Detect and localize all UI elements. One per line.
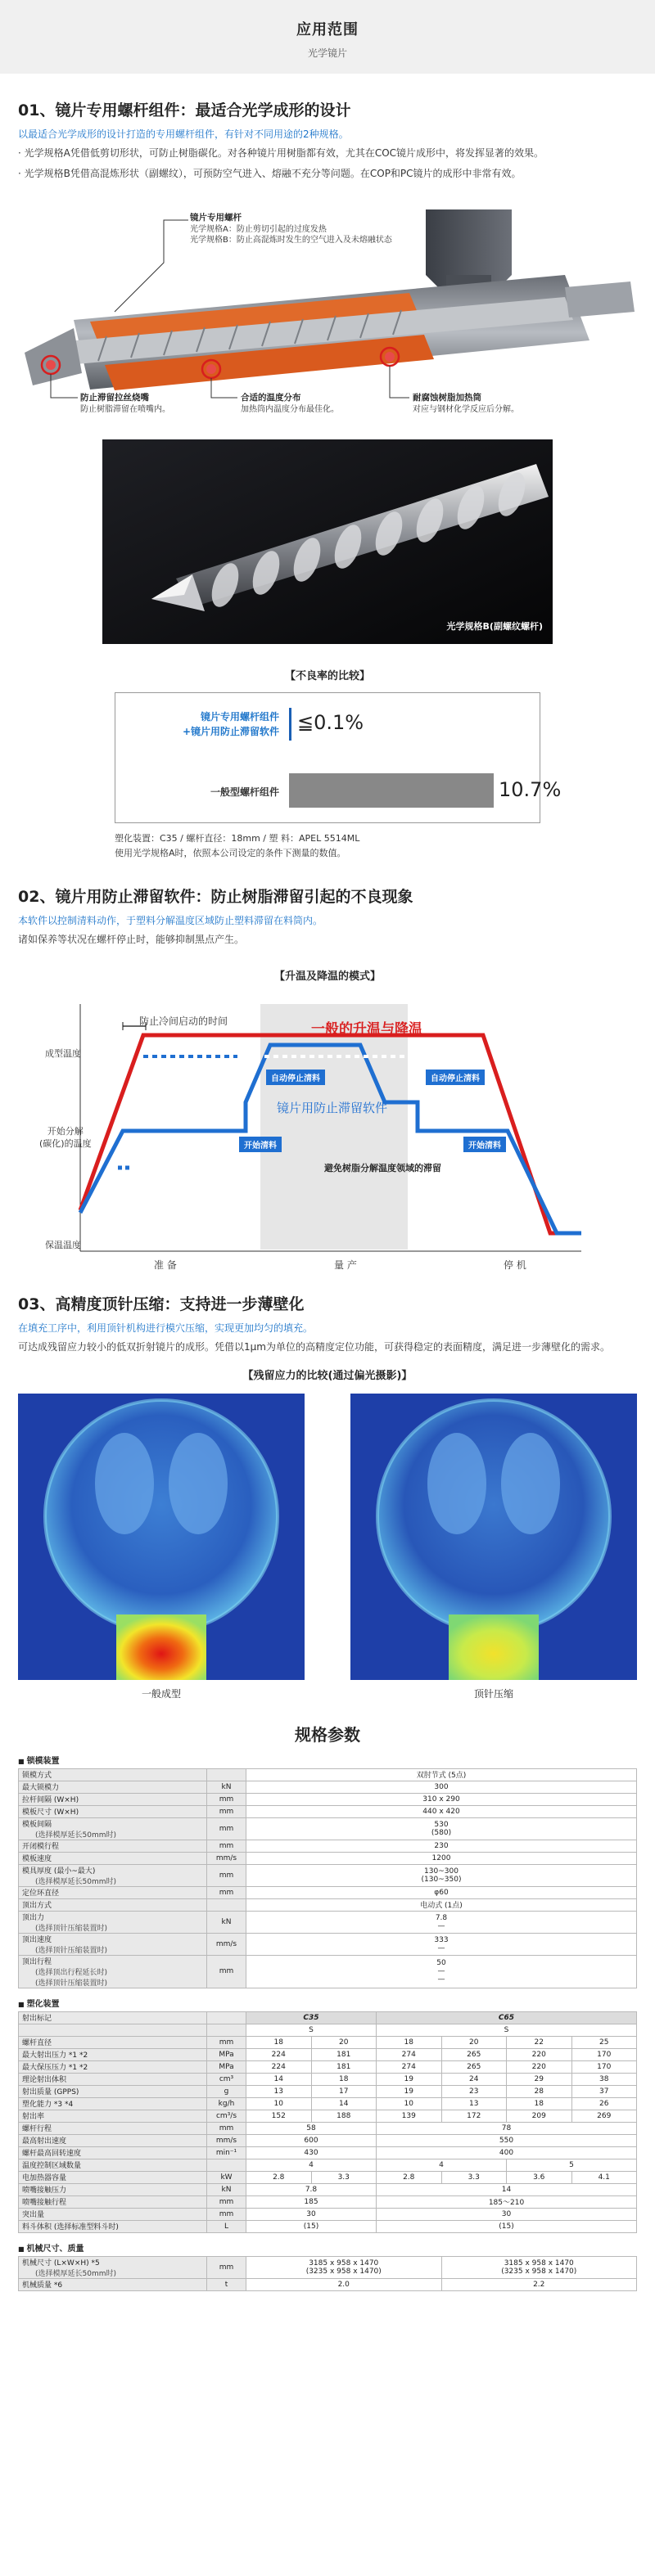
param-value [246,2278,442,2290]
param-line: 拉杆间隔 (W×H) [22,1796,79,1805]
table-row [19,1781,637,1793]
param-value: 2.8 [246,2171,312,2183]
table-row [19,2146,637,2159]
param-value: 185 [246,2195,377,2208]
param-unit: kN [207,1781,246,1793]
legend-label: 避免树脂分解温度领域的滞留 [324,1162,441,1173]
param-value-line: 230 [434,1841,449,1850]
param-value [246,1852,637,1864]
table-row [19,2220,637,2232]
photo-caption: 光学规格B(副螺纹螺杆) [446,621,543,633]
param-name [19,2278,207,2290]
param-value-line: (3235 x 958 x 1470) [501,2267,577,2276]
param-value: 3.3 [441,2171,507,2183]
plast-table [18,2011,637,2233]
param-value-line: — [437,1975,445,1984]
group-clamp: ■ 锁模装置 [18,1754,655,1766]
param-line: 锁模方式 [22,1772,52,1781]
group-plast: ■ 塑化装置 [18,1997,655,2009]
group-machine: ■ 机械尺寸、质量 [18,2241,655,2254]
table-row [19,1933,637,1955]
param-value: 23 [441,2085,507,2097]
param-value-line: 50 [436,1959,446,1968]
section-para: 诸如保养等状况在螺杆停止时，能够抑制黑点产生。 [18,934,245,946]
param-unit: t [207,2278,246,2290]
param-value: 600 [246,2134,377,2146]
table-row [19,2256,637,2278]
stress-comparison [0,1394,655,1700]
param-line: 顶出力 [22,1913,45,1922]
param-value [246,1911,637,1933]
param-value: 10 [246,2097,312,2110]
table-row [19,2085,637,2097]
table-row [19,2208,637,2220]
param-unit: g [207,2085,246,2097]
param-unit: MPa [207,2048,246,2060]
param-value: 7.8 [246,2183,377,2195]
param-value: 19 [377,2085,442,2097]
param-unit: MPa [207,2060,246,2073]
header-label: 射出标记 [19,2011,207,2024]
param-value [441,2256,637,2278]
param-value-line: — [437,1967,445,1976]
param-value: 19 [377,2073,442,2085]
param-value: 209 [507,2110,572,2122]
param-line: (选择顶针压缩装置时) [35,1979,108,1988]
param-line: 顶出行程 [22,1957,52,1966]
param-line: 模板间隔 [22,1820,52,1829]
param-value-line: 333 [434,1935,449,1944]
param-value: 13 [441,2097,507,2110]
header-c35: C35 [246,2011,377,2024]
table-row [19,1864,637,1886]
table-row [19,1852,637,1864]
param-value: 400 [377,2146,637,2159]
param-name: 射出质量 (GPPS) [19,2085,207,2097]
param-name: 最高射出速度 [19,2134,207,2146]
section-lead: 以最适合光学成形的设计打造的专用螺杆组件，有针对不同用途的2种规格。 [18,128,349,140]
param-value: 5 [507,2159,637,2171]
param-value [246,1793,637,1805]
param-value-line: 3185 x 958 x 1470 [504,2259,574,2268]
table-row [19,2195,637,2208]
badge-start: 开始清料 [463,1137,506,1152]
param-name [19,1805,207,1817]
param-unit: mm [207,2122,246,2134]
screw-photo-art [102,439,553,644]
param-line: 定位环直径 [22,1889,60,1898]
param-unit: mm [207,1793,246,1805]
param-unit: kW [207,2171,246,2183]
param-value [246,1840,637,1852]
param-value: 17 [311,2085,377,2097]
param-unit [207,2159,246,2171]
table-row [19,2060,637,2073]
param-unit: mm/s [207,2134,246,2146]
param-line: (选择模厚延长50mm时) [35,1877,117,1886]
param-unit: cm³ [207,2073,246,2085]
param-unit: kg/h [207,2097,246,2110]
param-value-line: 电动式 (1点) [420,1902,463,1911]
param-line: 模板速度 [22,1855,52,1864]
param-value: 265 [441,2048,507,2060]
param-unit: kN [207,2183,246,2195]
table-row [19,2073,637,2085]
param-value [246,1955,637,1988]
param-unit: mm [207,1817,246,1840]
param-name: 最大保压压力 *1 *2 [19,2060,207,2073]
param-line: 顶出方式 [22,1902,52,1911]
param-value: 170 [571,2048,637,2060]
param-line: (选择顶针压缩装置时) [35,1924,108,1933]
param-value: 30 [377,2208,637,2220]
section-software [0,885,655,948]
param-name: 理论射出体积 [19,2073,207,2085]
header-blank [19,2024,207,2036]
param-value-line: 2.0 [337,2280,350,2289]
param-value: 20 [441,2036,507,2048]
table-row [19,1817,637,1840]
param-value: 152 [246,2110,312,2122]
table-row [19,1955,637,1988]
x-label-stop: 停 机 [504,1259,526,1271]
section-para: · 光学规格A凭借低剪切形状，可防止树脂碳化。对各种镜片用树脂都有效，尤其在COC镜片成形中，将发挥显著的效果。 [18,147,544,159]
param-value: (15) [246,2220,377,2232]
param-value: 78 [377,2122,637,2134]
header-unit [207,2011,246,2024]
param-value: (15) [377,2220,637,2232]
param-unit: L [207,2220,246,2232]
param-value-line: 440 x 420 [422,1807,460,1816]
param-value: 3.6 [507,2171,572,2183]
table-row [19,2278,637,2290]
section-para: · 光学规格B凭借高混炼形状（副螺纹），可预防空气进入、熔融不充分等问题。在COP和PC镜片的成形中非常有效。 [18,167,522,179]
param-value-line: (130~350) [421,1875,462,1884]
param-unit: mm [207,2256,246,2278]
table-row [19,2036,637,2048]
param-value: 274 [377,2048,442,2060]
table-header-row [19,2024,637,2036]
stress-image-compression [350,1394,637,1680]
param-value [246,1886,637,1898]
section-title: 01、镜片专用螺杆组件：最适合光学成形的设计 [18,101,351,119]
param-value-line: 3185 x 958 x 1470 [309,2259,379,2268]
spec-title: 规格参数 [295,1724,360,1745]
param-unit: cm³/s [207,2110,246,2122]
y-label-decomp: 开始分解 (碳化)的温度 [39,1125,92,1150]
param-value [246,2256,442,2278]
param-value-line: (580) [431,1828,452,1837]
param-unit: mm [207,1886,246,1898]
machine-table [18,2256,637,2291]
stress-image-general [18,1394,305,1680]
param-name [19,1933,207,1955]
param-value [246,1864,637,1886]
param-value: 224 [246,2060,312,2073]
param-value: 14 [311,2097,377,2110]
section-para: 可达成残留应力较小的低双折射镜片的成形。凭借以1μm为单位的高精度定位功能，可获得稳定的表面精度，满足进一步薄壁化的需求。 [18,1340,610,1353]
y-label-hold: 保温温度 [45,1239,81,1250]
param-value: 224 [246,2048,312,2060]
param-value: 28 [507,2085,572,2097]
param-line: (选择模厚延长50mm时) [35,2269,117,2278]
param-value: 170 [571,2060,637,2073]
param-value: 4 [377,2159,507,2171]
param-value: 22 [507,2036,572,2048]
table-row [19,2097,637,2110]
x-label-prod: 量 产 [334,1259,357,1271]
param-unit: mm [207,2036,246,2048]
defect-rate-chart [115,692,562,823]
param-value-line: 530 [434,1820,449,1829]
param-name: 温度控制区域数量 [19,2159,207,2171]
bar-dedicated [289,708,291,741]
param-value: 58 [246,2122,377,2134]
param-unit: mm [207,2195,246,2208]
param-line: 模具厚度 (最小~最大) [22,1867,96,1876]
bar-value: 10.7% [499,778,562,802]
param-line: 模板尺寸 (W×H) [22,1808,79,1817]
param-value: 188 [311,2110,377,2122]
section-lead: 本软件以控制清料动作，于塑料分解温度区域防止塑料滞留在料筒内。 [18,915,323,927]
param-name [19,1793,207,1805]
param-name [19,1898,207,1911]
param-value: 274 [377,2060,442,2073]
table-row [19,2159,637,2171]
param-value: 13 [246,2085,312,2097]
table-row [19,2122,637,2134]
stress-compression [350,1394,637,1700]
general-label: 一般的升温与降温 [311,1020,422,1038]
param-value [246,1898,637,1911]
table-row [19,2134,637,2146]
stress-general [18,1394,305,1700]
table-row [19,1793,637,1805]
table-row [19,1898,637,1911]
param-value: 220 [507,2060,572,2073]
page-subtitle: 光学镜片 [307,47,347,59]
table-row [19,2183,637,2195]
param-name [19,1768,207,1781]
stress-label: 顶针压缩 [473,1687,513,1700]
section-title: 02、镜片用防止滞留软件：防止树脂滞留引起的不良现象 [18,888,413,907]
bar-value: ≦0.1% [297,711,364,735]
param-value: 10 [377,2097,442,2110]
header-blank [207,2024,246,2036]
param-name [19,1864,207,1886]
param-name [19,1781,207,1793]
header-s: S [246,2024,377,2036]
param-name: 突出量 [19,2208,207,2220]
param-value-line: 2.2 [533,2280,545,2289]
param-value-line: — [437,1921,445,1930]
table-row [19,1911,637,1933]
param-line: 机械质量 *6 [22,2281,63,2290]
param-value: 37 [571,2085,637,2097]
param-unit: mm [207,2208,246,2220]
table-row [19,2171,637,2183]
callout-screw: 镜片专用螺杆 光学规格A：防止剪切引起的过度发热 光学规格B：防止高混炼时发生的空气进入及未熔融状态 [190,213,392,245]
param-value-line: (3235 x 958 x 1470) [305,2267,382,2276]
param-unit: kN [207,1911,246,1933]
param-value-line: 300 [434,1782,449,1791]
screw-photo [102,439,553,644]
param-value: 185～210 [377,2195,637,2208]
stress-title: 【残留应力的比较(通过偏光摄影)】 [242,1369,413,1382]
badge-start: 开始清料 [239,1137,282,1152]
param-value [246,1805,637,1817]
param-value-line: 双肘节式 (5点) [416,1772,467,1781]
param-line: 最大锁模力 [22,1784,60,1793]
param-value: 269 [571,2110,637,2122]
param-value: 38 [571,2073,637,2085]
param-name: 喷嘴接触行程 [19,2195,207,2208]
table-row [19,1805,637,1817]
param-unit: min⁻¹ [207,2146,246,2159]
param-name [19,1911,207,1933]
param-value: 20 [311,2036,377,2048]
callout-barrel: 耐腐蚀树脂加热筒 对应与钢材化学反应后分解。 [413,393,519,414]
param-value-line: 7.8 [435,1913,448,1922]
param-name: 射出率 [19,2110,207,2122]
comparison-note: 塑化装置：C35 / 螺杆直径：18mm / 塑 料：APEL 5514ML 使用光学规格A时，依照本公司设定的条件下测量的数值。 [115,833,360,858]
table-row [19,1886,637,1898]
param-name [19,1817,207,1840]
page-title: 应用范围 [296,21,359,38]
param-unit: mm/s [207,1852,246,1864]
param-name: 最大射出压力 *1 *2 [19,2048,207,2060]
param-line: 顶出速度 [22,1935,52,1944]
table-header-row [19,2011,637,2024]
param-value: 181 [311,2060,377,2073]
param-value: 172 [441,2110,507,2122]
param-name [19,1955,207,1988]
param-value: 550 [377,2134,637,2146]
param-name [19,1840,207,1852]
temperature-mode-diagram [0,988,655,1282]
section-screw [0,98,655,181]
param-line: 开闭模行程 [22,1843,60,1852]
param-value: 14 [246,2073,312,2085]
table-row [19,1768,637,1781]
param-value: 18 [311,2073,377,2085]
badge-auto-stop: 自动停止清料 [426,1070,485,1085]
param-value: 18 [246,2036,312,2048]
param-line: (选择顶针压缩装置时) [35,1946,108,1955]
param-value: 265 [441,2060,507,2073]
param-name [19,1886,207,1898]
bar-general [289,773,494,808]
param-value: 2.8 [377,2171,442,2183]
param-value: 430 [246,2146,377,2159]
param-value [246,1933,637,1955]
param-value: 18 [377,2036,442,2048]
page-header [0,0,655,74]
param-name: 螺杆行程 [19,2122,207,2134]
param-value-line: 310 x 290 [422,1795,460,1804]
header-s: S [377,2024,637,2036]
param-value [246,1781,637,1793]
param-value-line: 130~300 [424,1867,458,1876]
x-label-prep: 准 备 [154,1259,177,1271]
badge-auto-stop: 自动停止清料 [266,1070,325,1085]
table-row [19,2110,637,2122]
callout-nozzle: 防止滞留拉丝烧嘴 防止树脂滞留在喷嘴内。 [80,393,170,414]
callout-temperature: 合适的温度分布 加热筒内温度分布最佳化。 [241,393,339,414]
param-value: 3.3 [311,2171,377,2183]
param-value: 220 [507,2048,572,2060]
param-unit: mm/s [207,1933,246,1955]
param-line: (选择模厚延长50mm时) [35,1831,117,1840]
param-value: 18 [507,2097,572,2110]
param-unit: mm [207,1840,246,1852]
section-lead: 在填充工序中，利用顶针机构进行模穴压缩，实现更加均匀的填充。 [18,1322,314,1334]
screw-diagram [0,197,655,426]
param-value: 30 [246,2208,377,2220]
param-unit [207,1898,246,1911]
param-name: 螺杆最高回转速度 [19,2146,207,2159]
param-value [246,1817,637,1840]
section-title: 03、高精度顶针压缩：支持进一步薄壁化 [18,1295,305,1313]
bar-label: 镜片专用螺杆组件 +镜片用防止滞留软件 [182,711,279,738]
stress-label: 一般成型 [141,1687,181,1700]
param-name: 喷嘴接触压力 [19,2183,207,2195]
param-value: 14 [377,2183,637,2195]
param-unit: mm [207,1805,246,1817]
param-value: 4.1 [571,2171,637,2183]
param-value: 4 [246,2159,377,2171]
param-name: 料斗体积 (选择标准型料斗时) [19,2220,207,2232]
param-name: 螺杆直径 [19,2036,207,2048]
y-label-mold: 成型温度 [45,1047,81,1059]
param-name [19,2256,207,2278]
param-value: 139 [377,2110,442,2122]
bar-label: 一般型螺杆组件 [210,786,279,799]
param-unit [207,1768,246,1781]
param-name: 电加热器容量 [19,2171,207,2183]
software-label: 镜片用防止滞留软件 [277,1100,388,1115]
param-value [246,1768,637,1781]
param-unit: mm [207,1955,246,1988]
param-line: (选择顶出行程延长时) [35,1968,108,1977]
param-value: 24 [441,2073,507,2085]
param-value-line: — [437,1943,445,1952]
param-value: 181 [311,2048,377,2060]
table-row [19,1840,637,1852]
table-row [19,2048,637,2060]
header-c65: C65 [377,2011,637,2024]
param-value: 29 [507,2073,572,2085]
param-name [19,1852,207,1864]
prevent-label: 防止冷间启动的时间 [139,1015,228,1027]
param-value: 26 [571,2097,637,2110]
param-line: 机械尺寸 (L×W×H) *5 [22,2259,100,2268]
param-value-line: φ60 [434,1888,449,1897]
comparison-title: 【不良率的比较】 [284,670,370,683]
param-unit: mm [207,1864,246,1886]
mode-title: 【升温及降温的模式】 [273,970,381,983]
param-value-line: 1200 [431,1853,451,1862]
clamp-table [18,1768,637,1988]
section-ejector [0,1292,655,1355]
param-value: 25 [571,2036,637,2048]
param-value [441,2278,637,2290]
param-name: 塑化能力 *3 *4 [19,2097,207,2110]
